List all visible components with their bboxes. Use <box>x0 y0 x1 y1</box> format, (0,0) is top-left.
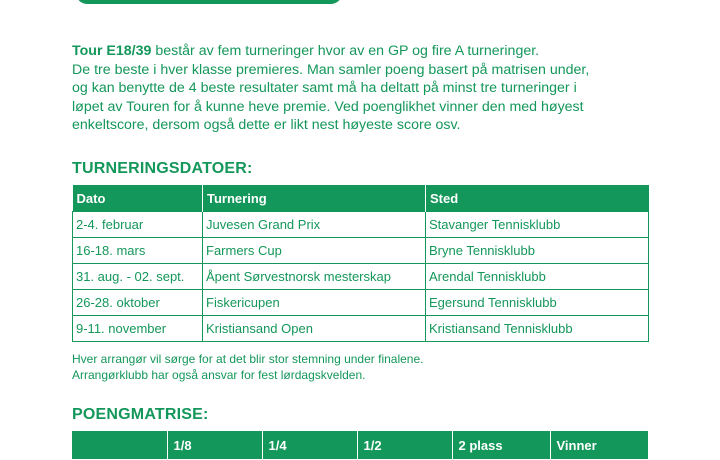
matrix-header-semifinal: 1/2 <box>357 431 452 459</box>
table-row <box>73 264 649 290</box>
cell-date: 16-18. mars <box>73 238 203 264</box>
column-header-date: Dato <box>73 185 203 212</box>
cell-tournament: Fiskericupen <box>203 290 426 316</box>
matrix-header-quarterfinal: 1/4 <box>262 431 357 459</box>
cell-venue: Stavanger Tennisklubb <box>426 212 649 238</box>
matrix-header-runner-up: 2 plass <box>452 431 550 459</box>
matrix-header-round-of-16: 1/8 <box>167 431 262 459</box>
cell-venue: Arendal Tennisklubb <box>426 264 649 290</box>
column-header-venue: Sted <box>426 185 649 212</box>
note-line-2: Arrangørklubb har også ansvar for fest lørdagskvelden. <box>72 368 366 382</box>
intro-line-1 <box>72 42 672 61</box>
cell-date: 9-11. november <box>73 316 203 342</box>
matrix-header-winner: Vinner <box>550 431 648 459</box>
matrix-header-blank <box>72 431 167 459</box>
table-row <box>73 238 649 264</box>
note-line-1: Hver arrangør vil sørge for at det blir stor stemning under finalene. <box>72 352 424 366</box>
intro-line-2: De tre beste i hver klasse premieres. Man samler poeng basert på matrisen under, <box>72 61 590 78</box>
cell-tournament: Farmers Cup <box>203 238 426 264</box>
intro-line-5: enkeltscore, dersom også dette er likt nest høyeste score osv. <box>72 117 461 133</box>
dates-heading: TURNERINGSDATOER: <box>72 160 253 177</box>
intro-line-4: løpet av Touren for å kunne heve premie. Ved poenglikhet vinner den med høyest <box>72 98 584 115</box>
cell-venue: Kristiansand Tennisklubb <box>426 316 649 342</box>
cell-date: 2-4. februar <box>73 212 203 238</box>
cell-tournament: Åpent Sørvestnorsk mesterskap <box>203 264 426 290</box>
matrix-heading: POENGMATRISE: <box>72 406 209 423</box>
cell-date: 31. aug. - 02. sept. <box>73 264 203 290</box>
dates-header-row <box>73 185 649 212</box>
tour-title: Tour E18/39 <box>72 43 152 59</box>
matrix-header-row <box>72 431 648 459</box>
cell-venue: Bryne Tennisklubb <box>426 238 649 264</box>
dates-table <box>72 185 649 342</box>
top-banner-shape <box>76 0 342 4</box>
points-matrix-table <box>72 431 648 459</box>
cell-date: 26-28. oktober <box>73 290 203 316</box>
cell-venue: Egersund Tennisklubb <box>426 290 649 316</box>
intro-paragraph <box>72 42 672 135</box>
table-row <box>73 290 649 316</box>
column-header-tournament: Turnering <box>203 185 426 212</box>
table-row <box>73 316 649 342</box>
intro-line-3: og kan benytte de 4 beste resultater samt må ha deltatt på minst tre turneringer i <box>72 80 577 96</box>
organizer-note <box>72 351 423 383</box>
table-row <box>73 212 649 238</box>
cell-tournament: Kristiansand Open <box>203 316 426 342</box>
intro-text: består av fem turneringer hvor av en GP og fire A turneringer. <box>151 43 540 59</box>
cell-tournament: Juvesen Grand Prix <box>203 212 426 238</box>
